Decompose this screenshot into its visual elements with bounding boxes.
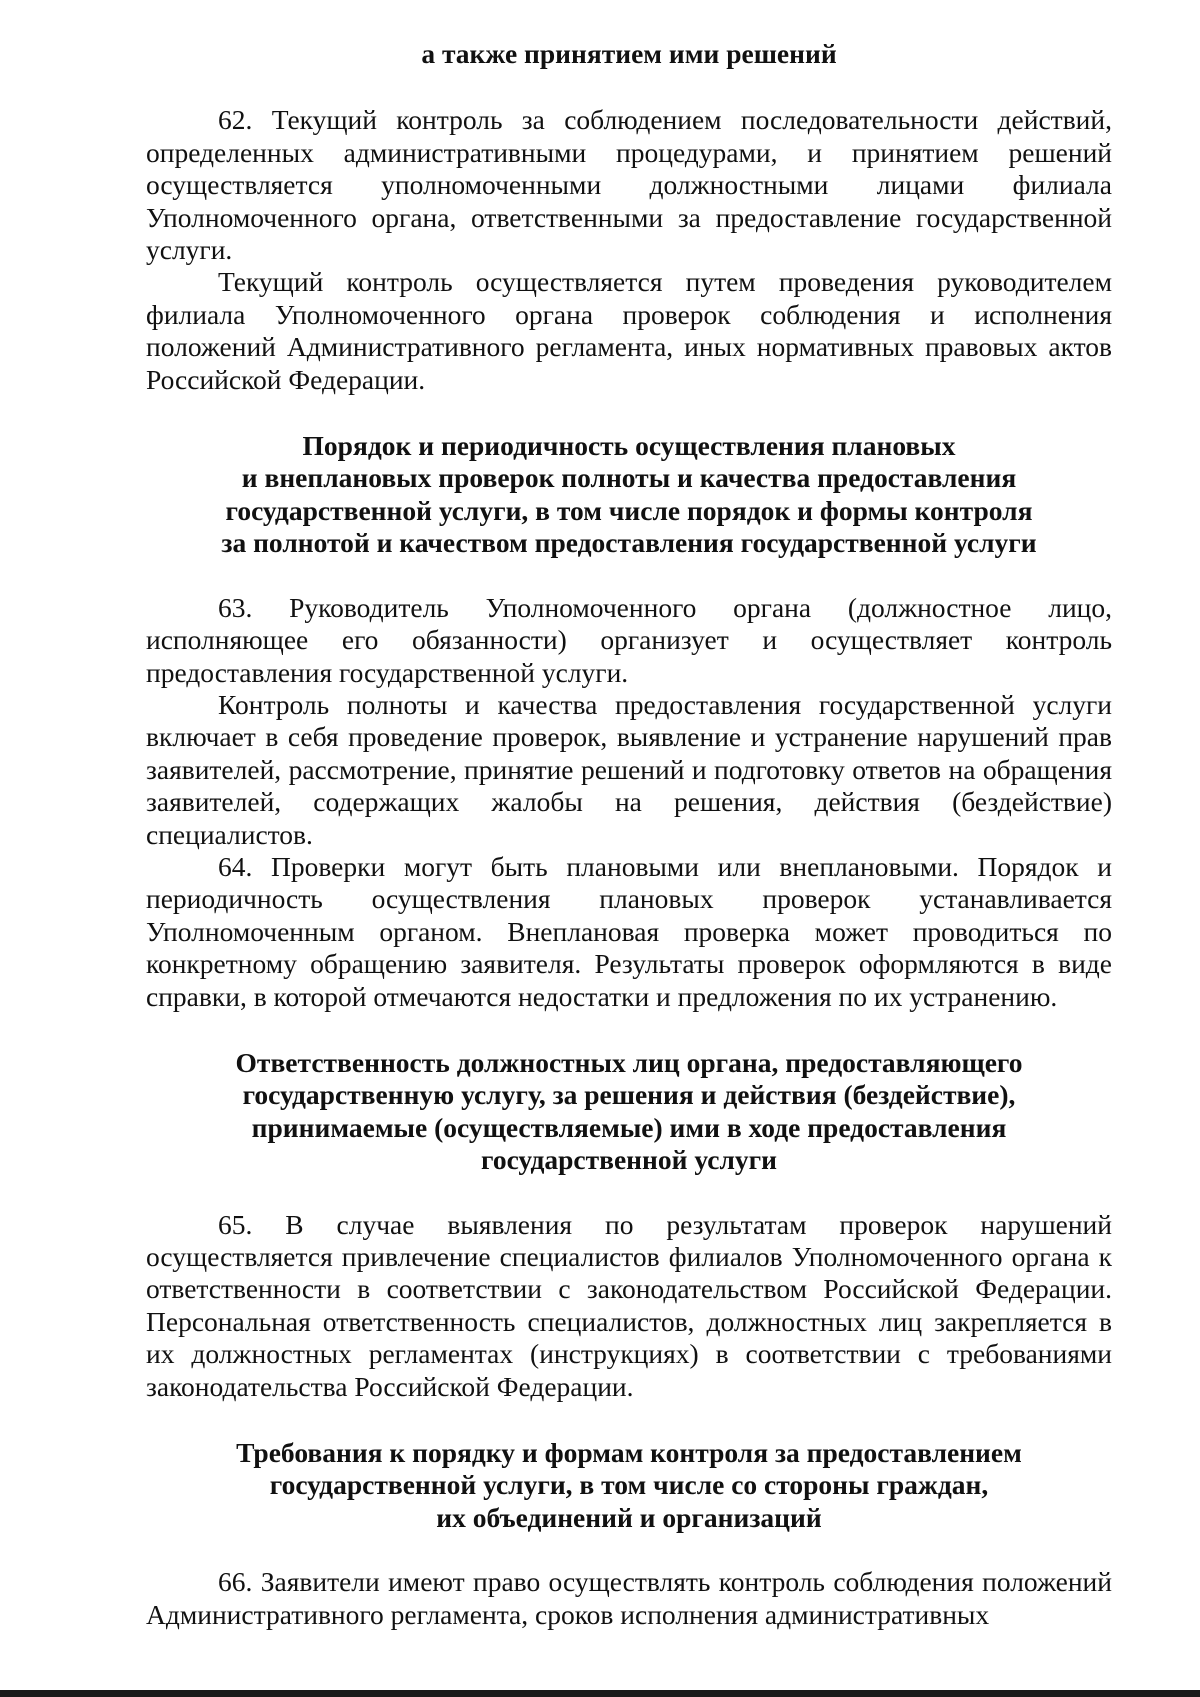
paragraph-62-cont: Текущий контроль осуществляется путем проведения руководителем филиала Уполномоченного органа проверок соблюдения и исполнения положений Административного регламента, иных нормативных правовых актов Российской Федерации.	[146, 266, 1112, 395]
scan-bottom-edge	[0, 1690, 1200, 1697]
paragraph-63-cont: Контроль полноты и качества предоставления государственной услуги включает в себя проведение проверок, выявление и устранение нарушений прав заявителей, рассмотрение, принятие решений и подготовку ответов на обращения заявителей, содержащих жалобы на решения, действия (бездействие) специалистов.	[146, 688, 1112, 850]
paragraph-66: 66. Заявители имеют право осуществлять контроль соблюдения положений Административного регламента, сроков исполнения административных	[146, 1566, 1112, 1630]
paragraph-64: 64. Проверки могут быть плановыми или внеплановыми. Порядок и периодичность осуществления плановых проверок устанавливается Уполномоченным органом. Внеплановая проверка может проводиться по конкретному обращению заявителя. Результаты проверок оформляются в виде справки, в которой отмечаются недостатки и предложения по их устранению.	[146, 850, 1112, 1012]
heading-line: Ответственность должностных лиц органа, предоставляющего	[235, 1046, 1023, 1078]
section-heading-responsibility	[146, 1047, 1112, 1177]
paragraph-62: 62. Текущий контроль за соблюдением последовательности действий, определенных административными процедурами, и принятием решений осуществляется уполномоченными должностными лицами филиала Уполномоченного органа, ответственными за предоставление государственной услуги.	[146, 104, 1112, 266]
heading-line: за полнотой и качеством предоставления государственной услуги	[221, 527, 1037, 559]
section-heading-control-requirements	[146, 1437, 1112, 1534]
heading-line: и внеплановых проверок полноты и качества предоставления	[241, 462, 1017, 494]
heading-line: Порядок и периодичность осуществления плановых	[302, 430, 956, 462]
heading-line: государственной услуги, в том числе порядок и формы контроля	[225, 494, 1033, 526]
paragraph-63: 63. Руководитель Уполномоченного органа (должностное лицо, исполняющее его обязанности) организует и осуществляет контроль предоставления государственной услуги.	[146, 591, 1112, 688]
heading-line: принимаемые (осуществляемые) ими в ходе предоставления	[251, 1111, 1007, 1143]
heading-line: государственной услуги	[481, 1144, 777, 1176]
paragraph-65: 65. В случае выявления по результатам проверок нарушений осуществляется привлечение специалистов филиалов Уполномоченного органа к ответственности в соответствии с законодательством Российской Федерации. Персональная ответственность специалистов, должностных лиц закрепляется в их должностных регламентах (инструкциях) в соответствии с требованиями законодательства Российской Федерации.	[146, 1208, 1112, 1402]
heading-line: государственную услугу, за решения и действия (бездействие),	[242, 1079, 1016, 1111]
document-page	[146, 38, 1112, 1631]
top-heading: а также принятием ими решений	[421, 38, 837, 69]
section-heading-inspections	[146, 430, 1112, 560]
heading-line: их объединений и организаций	[436, 1501, 822, 1533]
heading-line: Требования к порядку и формам контроля за предоставлением	[236, 1437, 1022, 1469]
heading-line: государственной услуги, в том числе со стороны граждан,	[269, 1469, 989, 1501]
